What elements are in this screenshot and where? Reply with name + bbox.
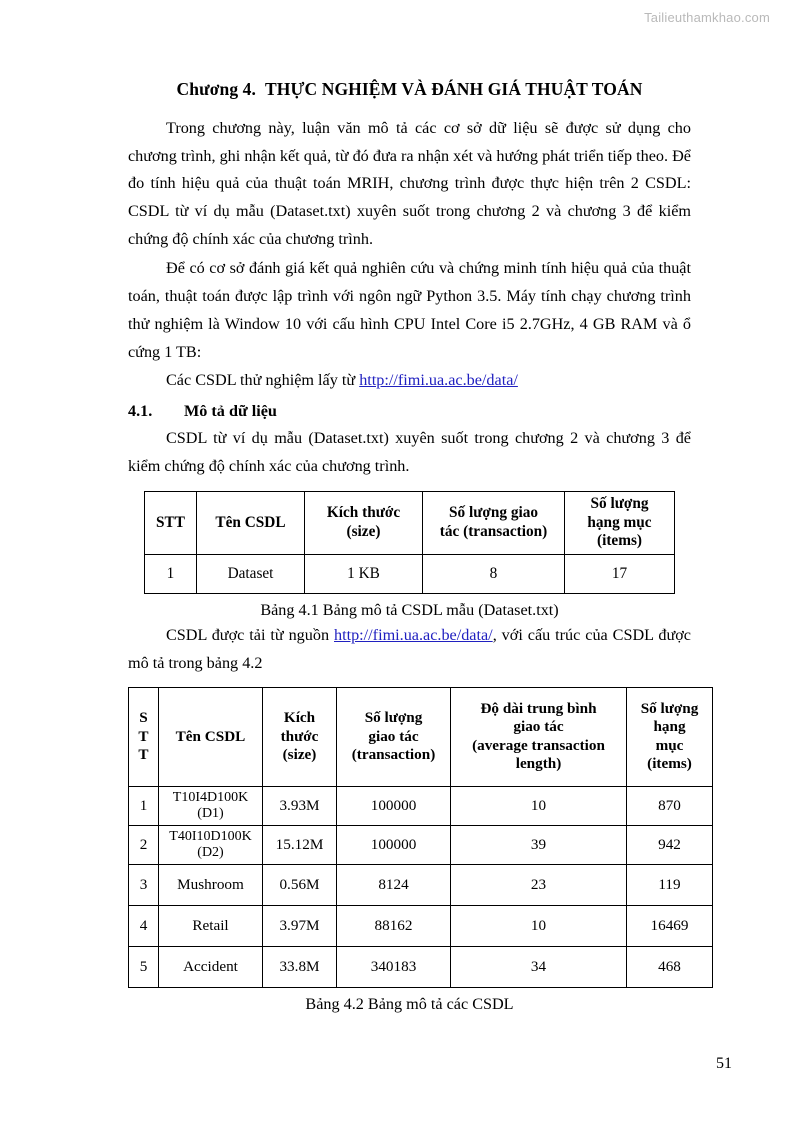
cell-avg-length: 39 (451, 825, 627, 864)
cell-stt: 5 (129, 947, 159, 988)
header-line: hạng (653, 718, 686, 736)
header-line: (transaction) (351, 746, 436, 764)
cell-items: 119 (627, 865, 713, 906)
table-row (145, 555, 675, 594)
download-prefix-text: CSDL được tải từ nguồn (166, 626, 334, 645)
page-number: 51 (716, 1055, 732, 1072)
table-csdl-all (128, 687, 713, 988)
cell-avg-length: 10 (451, 906, 627, 947)
header-line: S (139, 709, 148, 727)
header-line: (items) (596, 532, 643, 550)
cell-avg-length: 10 (451, 786, 627, 825)
paragraph-environment: Để có cơ sở đánh giá kết quả nghiên cứu và chứng minh tính hiệu quả của thuật toán, thuật toán được lập trình với ngôn ngữ Python 3.5. Máy tính chạy chương trình thử nghiệm là Window 10 với cấu hình CPU Intel Core i5 2.7GHz, 4 GB RAM và ổ cứng 1 TB: (128, 259, 691, 361)
paragraph-download (128, 622, 691, 678)
header-line: (items) (647, 755, 692, 773)
source-prefix-text: Các CSDL thử nghiệm lấy từ (166, 371, 360, 390)
header-line: Tên CSDL (175, 727, 246, 745)
column-header-stt (145, 492, 197, 555)
cell-items: 468 (627, 947, 713, 988)
table-row (129, 786, 713, 825)
column-header-transactions (423, 492, 565, 555)
cell-name (159, 825, 263, 864)
cell-name: Mushroom (159, 865, 263, 906)
cell-name-line: T40I10D100K (169, 828, 252, 844)
fimi-data-link[interactable]: http://fimi.ua.ac.be/data/ (359, 371, 518, 390)
section-heading (128, 402, 691, 421)
header-line: hạng mục (587, 513, 652, 531)
cell-transactions: 8124 (337, 865, 451, 906)
cell-items: 942 (627, 825, 713, 864)
cell-size: 33.8M (263, 947, 337, 988)
header-line: STT (156, 513, 185, 531)
cell-stt: 1 (145, 555, 197, 594)
header-line: giao tác (368, 727, 419, 745)
header-line: T (138, 745, 149, 763)
cell-items: 17 (565, 555, 675, 594)
cell-name: Retail (159, 906, 263, 947)
download-suffix-text: , với cấu trúc của CSDL được mô tả trong bảng 4.2 (128, 626, 691, 672)
cell-stt: 4 (129, 906, 159, 947)
column-header-items (565, 492, 675, 555)
header-line: mục (655, 736, 684, 754)
cell-avg-length: 34 (451, 947, 627, 988)
table-row (129, 825, 713, 864)
page-title (128, 78, 691, 101)
column-header-name (159, 687, 263, 786)
cell-transactions: 8 (423, 555, 565, 594)
fimi-data-link-2[interactable]: http://fimi.ua.ac.be/data/ (334, 626, 493, 645)
table-csdl-sample (144, 491, 675, 594)
column-header-name (197, 492, 305, 555)
header-line: length) (515, 755, 562, 773)
table-row (129, 947, 713, 988)
cell-transactions: 88162 (337, 906, 451, 947)
cell-size: 3.93M (263, 786, 337, 825)
header-line: giao tác (513, 718, 564, 736)
paragraph-source (128, 367, 691, 395)
column-header-transactions (337, 687, 451, 786)
table-two-caption: Bảng 4.2 Bảng mô tả các CSDL (305, 995, 514, 1014)
cell-items: 16469 (627, 906, 713, 947)
cell-items: 870 (627, 786, 713, 825)
section-title-text: Mô tả dữ liệu (184, 402, 277, 421)
cell-name (159, 786, 263, 825)
page-content (128, 78, 699, 1016)
table-header-row (145, 492, 675, 555)
cell-name: Accident (159, 947, 263, 988)
column-header-size (263, 687, 337, 786)
cell-stt: 3 (129, 865, 159, 906)
header-line: Kích thước (326, 504, 401, 522)
header-line: thước (280, 727, 319, 745)
header-line: Số lượng giao (448, 504, 539, 522)
header-line: (average transaction (472, 736, 605, 754)
header-line: (size) (282, 746, 317, 764)
cell-size: 1 KB (305, 555, 423, 594)
paragraph-intro: Trong chương này, luận văn mô tả các cơ sở dữ liệu sẽ được sử dụng cho chương trình, ghi nhận kết quả, từ đó đưa ra nhận xét và hướng phát triển tiếp theo. Để đo tính hiệu quả của thuật toán MRIH, chương trình được thực hiện trên 2 CSDL: CSDL từ ví dụ mẫu (Dataset.txt) xuyên suốt trong chương 2 và chương 3 để kiểm chứng độ chính xác của chương trình. (128, 118, 691, 249)
cell-size: 3.97M (263, 906, 337, 947)
cell-transactions: 340183 (337, 947, 451, 988)
column-header-size (305, 492, 423, 555)
header-line: Số lượng (364, 708, 423, 726)
cell-name-line: (D1) (197, 805, 224, 821)
table-row (129, 865, 713, 906)
cell-name-line: T10I4D100K (172, 789, 249, 805)
cell-stt: 2 (129, 825, 159, 864)
cell-name: Dataset (197, 555, 305, 594)
header-line: Số lượng (640, 699, 699, 717)
header-line: Kích (283, 708, 316, 726)
column-header-stt (129, 687, 159, 786)
cell-name-line: (D2) (197, 845, 224, 861)
header-line: Độ dài trung bình (480, 699, 597, 717)
watermark: Tailieuthamkhao.com (644, 10, 770, 25)
cell-avg-length: 23 (451, 865, 627, 906)
cell-transactions: 100000 (337, 786, 451, 825)
paragraph-sample-description: CSDL từ ví dụ mẫu (Dataset.txt) xuyên suốt trong chương 2 và chương 3 để kiểm chứng độ chính xác của chương trình. (128, 429, 691, 476)
cell-size: 0.56M (263, 865, 337, 906)
header-line: (size) (346, 523, 381, 541)
column-header-avg-length (451, 687, 627, 786)
column-header-items (627, 687, 713, 786)
cell-size: 15.12M (263, 825, 337, 864)
table-header-row (129, 687, 713, 786)
table-row (129, 906, 713, 947)
chapter-number: Chương 4. (176, 79, 256, 99)
cell-stt: 1 (129, 786, 159, 825)
header-line: Số lượng (590, 495, 649, 513)
chapter-title-text: THỰC NGHIỆM VÀ ĐÁNH GIÁ THUẬT TOÁN (265, 79, 643, 99)
cell-transactions: 100000 (337, 825, 451, 864)
header-line: Tên CSDL (215, 513, 286, 531)
header-line: T (138, 727, 149, 745)
header-line: tác (transaction) (439, 523, 548, 541)
table-one-caption: Bảng 4.1 Bảng mô tả CSDL mẫu (Dataset.txt) (260, 601, 559, 620)
section-number: 4.1. (128, 402, 153, 421)
